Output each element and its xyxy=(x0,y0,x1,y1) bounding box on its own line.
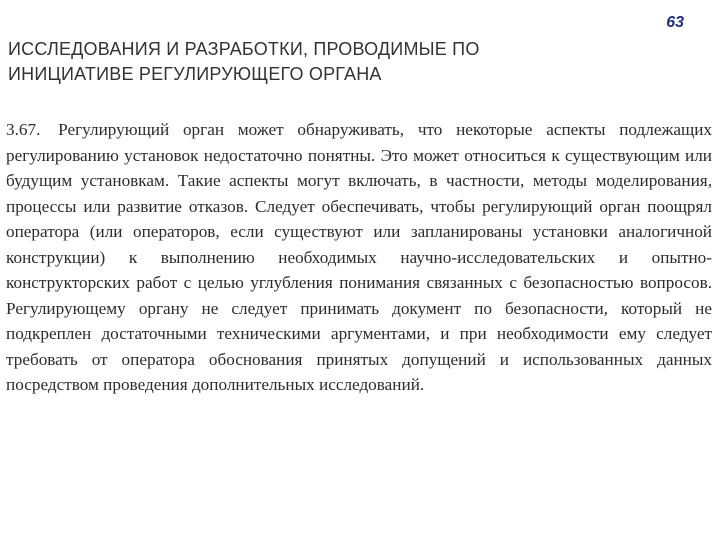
section-heading xyxy=(8,37,648,87)
paragraph-3-67 xyxy=(6,117,712,398)
section-heading-line-2: ИНИЦИАТИВЕ РЕГУЛИРУЮЩЕГО ОРГАНА xyxy=(8,64,382,84)
section-heading-line-1: ИССЛЕДОВАНИЯ И РАЗРАБОТКИ, ПРОВОДИМЫЕ ПО xyxy=(8,39,480,59)
paragraph-number: 3.67. xyxy=(6,120,41,139)
page-number: 63 xyxy=(666,14,684,31)
paragraph-text: Регулирующий орган может обнаруживать, что некоторые аспекты подлежащих регулированию установок недостаточно понятны. Это может относиться к существующим или будущим установкам. Такие аспекты могут включать, в частности, методы моделирования, процессы или развитие отказов. Следует обеспечивать, чтобы регулирующий орган поощрял оператора (или операторов, если существуют или запланированы установки аналогичной конструкции) к выполнению необходимых научно-исследовательских и опытно-конструкторских работ с целью углубления понимания связанных с безопасностью вопросов. Регулирующему органу не следует принимать документ по безопасности, который не подкреплен достаточными техническими аргументами, и при необходимости ему следует требовать от оператора обоснования принятых допущений и использованных данных посредством проведения дополнительных исследований. xyxy=(6,120,712,394)
